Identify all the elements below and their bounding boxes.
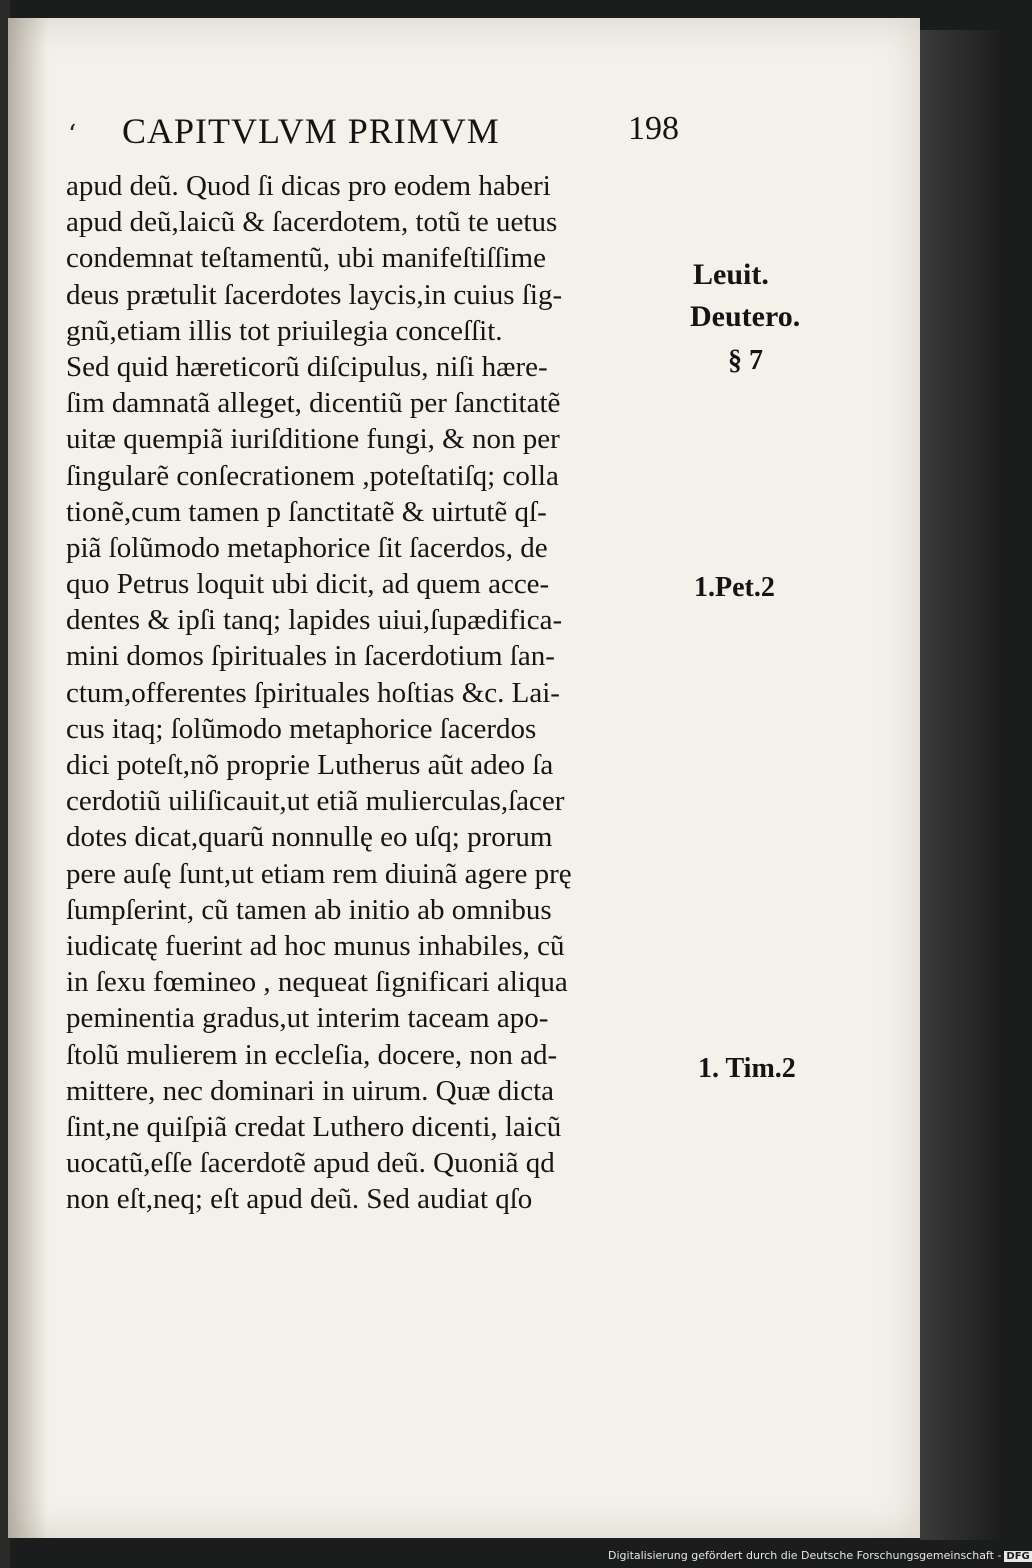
running-head: CAPITVLVM PRIMVM [122,111,500,151]
head-mark: ‘ [68,120,77,150]
margin-note-leuit: Leuit. [693,258,769,291]
text-line: piã ſolũmodo metaphorice ſit ſacerdos, de [66,531,548,564]
text-line: ctum,offerentes ſpirituales hoſtias &c. Lai- [66,676,560,709]
body-text [66,168,686,1217]
text-line: in ſexu fœmineo , nequeat ſignificari aliqua [66,966,568,999]
text-line: dentes & ipſi tanq; lapides uiui,ſupædifica- [66,604,563,637]
page-number: 198 [628,110,679,147]
text-line: iudicatę fuerint ad hoc munus inhabiles, cũ [66,929,565,962]
text-line: mini domos ſpirituales in ſacerdotium ſan- [66,640,555,673]
footer-text: Digitalisierung gefördert durch die Deutsche Forschungsgemeinschaft - [608,1549,1002,1562]
margin-note-deutero: Deutero. [690,300,801,333]
text-line: cus itaq; ſolũmodo metaphorice ſacerdos [66,712,537,745]
text-line: gnũ,etiam illis tot priuilegia conceſſit. [66,314,503,347]
text-line: pere auſę ſunt,ut etiam rem diuinã agere prę [66,857,572,890]
text-line: peminentia gradus,ut interim taceam apo- [66,1002,549,1035]
text-line: cerdotiũ uiliſicauit,ut etiã mulierculas,ſacer [66,785,565,818]
text-line: apud deũ,laicũ & ſacerdotem, totũ te uetus [66,206,558,239]
text-line: uocatũ,eſſe ſacerdotẽ apud deũ. Quoniã qd [66,1147,555,1180]
text-line: apud deũ. Quod ſi dicas pro eodem haberi [66,170,551,202]
footer-credit [608,1549,1032,1562]
text-line: ſim damnatã alleget, dicentiũ per ſanctitatẽ [66,387,561,420]
text-line: non eſt,neq; eſt apud deũ. Sed audiat qſo [66,1183,533,1216]
text-line: quo Petrus loquit ubi dicit, ad quem acce- [66,568,550,601]
text-line: ſint,ne quiſpiã credat Luthero dicenti, laicũ [66,1110,562,1143]
text-line: condemnat teſtamentũ, ubi manifeſtiſſime [66,242,546,275]
text-line: tionẽ,cum tamen p ſanctitatẽ & uirtutẽ qſ- [66,495,547,528]
margin-note-tim: 1. Tim.2 [698,1053,796,1084]
text-line: uitæ quempiã iuriſditione fungi, & non per [66,423,560,456]
text-line: ſtolũ mulierem in eccleſia, docere, non ad- [66,1038,558,1071]
margin-note-pet: 1.Pet.2 [694,572,775,603]
text-line: ſumpſerint, cũ tamen ab initio ab omnibus [66,893,552,926]
text-line: mittere, nec dominari in uirum. Quæ dicta [66,1074,555,1107]
gutter-shadow [8,18,48,1538]
text-line: dotes dicat,quarũ nonnullę eo uſq; prorum [66,821,553,854]
margin-note-section: § 7 [728,345,763,376]
text-line: dici poteſt,nõ proprie Lutherus aũt adeo ſa [66,749,554,781]
text-line: deus prætulit ſacerdotes laycis,in cuius ſig- [66,278,563,311]
dfg-logo: DFG [1006,1551,1030,1562]
text-line: Sed quid hæreticorũ diſcipulus, niſi hære- [66,350,548,383]
scan-background [920,30,1000,1540]
text-line: ſingularẽ conſecrationem ,poteſtatiſq; colla [66,459,559,492]
